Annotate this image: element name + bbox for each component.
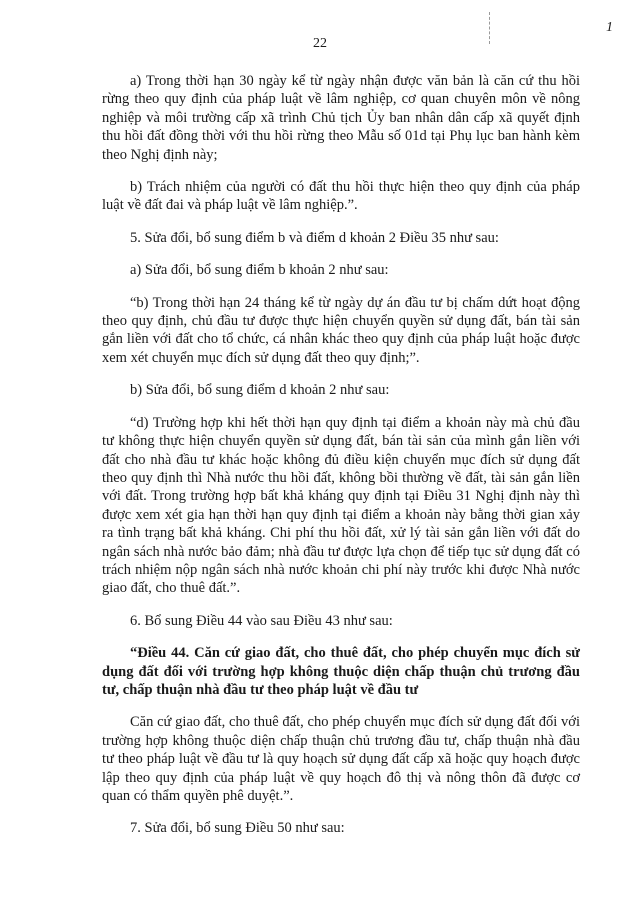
- document-body: [102, 72, 580, 852]
- paragraph: 6. Bổ sung Điều 44 vào sau Điều 43 như sau:: [130, 612, 393, 629]
- paragraph: 7. Sửa đổi, bổ sung Điều 50 như sau:: [130, 820, 345, 837]
- paragraph: b) Sửa đổi, bổ sung điểm d khoản 2 như sau:: [130, 382, 390, 399]
- article-heading: “Điều 44. Căn cứ giao đất, cho thuê đất, cho phép chuyển mục đích sử dụng đất đối với trường hợp không thuộc diện chấp thuận chủ trương đầu tư, chấp thuận nhà đầu tư theo pháp luật về đầu tư: [102, 645, 580, 698]
- paragraph: “d) Trường hợp khi hết thời hạn quy định tại điểm a khoản này mà chủ đầu tư không thực hiện chuyển quyền sử dụng đất, bán tài sản của mình gắn liền với đất cho nhà đầu tư khác hoặc không đủ điều kiện chuyển mục đích sử dụng đất theo quy định thì Nhà nước thu hồi đất, không bồi thường về đất, tài sản gắn liền với đất. Trong trường hợp bất khả kháng quy định tại Điều 31 Nghị định này thì được xem xét gia hạn thời hạn quy định tại điểm a khoản này bằng thời gian xảy ra tình trạng bất khả kháng. Chi phí thu hồi đất, xử lý tài sản gắn liền với đất do ngân sách nhà nước bảo đảm; nhà đầu tư được lựa chọn để tiếp tục sử dụng đất có trách nhiệm nộp ngân sách nhà nước khoản chi phí này trước khi được Nhà nước giao đất, cho thuê đất.”.: [102, 414, 580, 597]
- page-number: 22: [313, 36, 327, 51]
- paragraph: Căn cứ giao đất, cho thuê đất, cho phép chuyển mục đích sử dụng đất đối với trường hợp không thuộc diện chấp thuận chủ trương đầu tư, chấp thuận nhà đầu tư theo pháp luật về đầu tư là quy hoạch sử dụng đất cấp xã hoặc quy hoạch được lập theo quy định của pháp luật về quy hoạch đô thị và nông thôn đã được cơ quan có thẩm quyền phê duyệt.”.: [102, 714, 580, 804]
- paragraph: 5. Sửa đổi, bổ sung điểm b và điểm d khoản 2 Điều 35 như sau:: [130, 229, 499, 246]
- paragraph: a) Trong thời hạn 30 ngày kể từ ngày nhận được văn bản là căn cứ thu hồi rừng theo quy định của pháp luật về lâm nghiệp, cơ quan chuyên môn về nông nghiệp và môi trường cấp xã trình Chủ tịch Ủy ban nhân dân cấp xã quyết định thu hồi đất đồng thời với thu hồi rừng theo Mẫu số 01d tại Phụ lục ban hành kèm theo Nghị định này;: [102, 73, 580, 163]
- paragraph: b) Trách nhiệm của người có đất thu hồi thực hiện theo quy định của pháp luật về đất đai và pháp luật về lâm nghiệp.”.: [102, 179, 580, 214]
- paragraph: a) Sửa đổi, bổ sung điểm b khoản 2 như sau:: [130, 262, 389, 279]
- corner-mark: 1: [606, 20, 613, 35]
- paragraph: “b) Trong thời hạn 24 tháng kể từ ngày dự án đầu tư bị chấm dứt hoạt động theo quy định, chủ đầu tư được thực hiện chuyển quyền sử dụng đất, bán tài sản gắn liền với đất cho tổ chức, cá nhân khác theo quy định của pháp luật hoặc được xem xét chuyển mục đích sử dụng đất theo quy định;”.: [102, 294, 580, 366]
